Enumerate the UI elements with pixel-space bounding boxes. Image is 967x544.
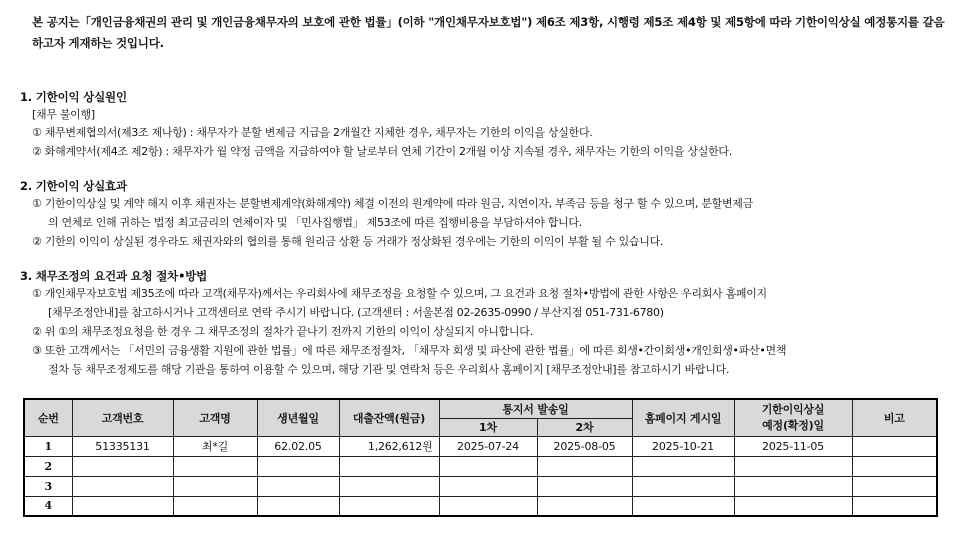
cell-loss-date bbox=[734, 456, 852, 476]
cell-remarks bbox=[852, 456, 937, 476]
cell-birth: 62.02.05 bbox=[257, 436, 339, 456]
cell-seq: 3 bbox=[24, 476, 72, 496]
cell-loan-balance bbox=[339, 496, 439, 516]
cell-remarks bbox=[852, 476, 937, 496]
cell-customer-name bbox=[173, 456, 257, 476]
section-1-line: [채무 불이행] bbox=[32, 108, 95, 121]
cell-homepage bbox=[632, 496, 734, 516]
cell-loan-balance bbox=[339, 456, 439, 476]
cell-second bbox=[537, 496, 632, 516]
cell-customer-name bbox=[173, 496, 257, 516]
header-customer-no: 고객번호 bbox=[72, 399, 173, 436]
cell-customer-name: 최*길 bbox=[173, 436, 257, 456]
cell-second: 2025-08-05 bbox=[537, 436, 632, 456]
cell-birth bbox=[257, 476, 339, 496]
cell-loss-date bbox=[734, 476, 852, 496]
section-3-title: 3. 채무조정의 요건과 요청 절차•방법 bbox=[20, 269, 208, 283]
cell-loan-balance bbox=[339, 476, 439, 496]
cell-first: 2025-07-24 bbox=[439, 436, 537, 456]
header-birth: 생년월일 bbox=[257, 399, 339, 436]
cell-second bbox=[537, 476, 632, 496]
cell-customer-no: 51335131 bbox=[72, 436, 173, 456]
section-2-line: ② 기한의 이익이 상실된 경우라도 채권자와의 협의를 통해 원리금 상환 등 거래가 정상화된 경우에는 기한의 이익이 부활 될 수 있습니다. bbox=[32, 235, 664, 248]
cell-birth bbox=[257, 496, 339, 516]
cell-homepage bbox=[632, 476, 734, 496]
cell-first bbox=[439, 496, 537, 516]
table-row bbox=[24, 436, 937, 456]
cell-homepage bbox=[632, 456, 734, 476]
header-remarks: 비고 bbox=[852, 399, 937, 436]
header-loan-balance: 대출잔액(원금) bbox=[339, 399, 439, 436]
table-row bbox=[24, 496, 937, 516]
header-seq: 순번 bbox=[24, 399, 72, 436]
section-3-line: [채무조정안내]를 참고하시거나 고객센터로 연락 주시기 바랍니다. (고객센터 : 서울본점 02-2635-0990 / 부산지점 051-731-6780) bbox=[48, 306, 664, 319]
section-3-line: ① 개인채무자보호법 제35조에 따라 고객(채무자)께서는 우리회사에 채무조정을 요청할 수 있으며, 그 요건과 요청 절차•방법에 관한 사항은 우리회사 홈페이지 bbox=[32, 287, 767, 300]
cell-customer-name bbox=[173, 476, 257, 496]
cell-homepage: 2025-10-21 bbox=[632, 436, 734, 456]
cell-remarks bbox=[852, 436, 937, 456]
header-first: 1차 bbox=[439, 418, 537, 436]
cell-customer-no bbox=[72, 476, 173, 496]
notice-table bbox=[23, 398, 938, 517]
header-second: 2차 bbox=[537, 418, 632, 436]
cell-second bbox=[537, 456, 632, 476]
section-2-title: 2. 기한이익 상실효과 bbox=[20, 179, 127, 193]
table-row bbox=[24, 456, 937, 476]
section-3-line: ② 위 ①의 채무조정요청을 한 경우 그 채무조정의 절차가 끝나기 전까지 기한의 이익이 상실되지 아니합니다. bbox=[32, 325, 533, 338]
section-1-line: ① 채무변제협의서(제3조 제나항) : 채무자가 분할 변제금 지급을 2개월간 지체한 경우, 채무자는 기한의 이익을 상실한다. bbox=[32, 126, 593, 139]
intro-paragraph: 본 공지는「개인금융채권의 관리 및 개인금융채무자의 보호에 관한 법률」(이하 "개인채무자보호법") 제6조 제3항, 시행령 제5조 제4항 및 제5항에 따라 기한이익상실 예정통지를 갈음하고자 게재하는 것입니다. bbox=[32, 15, 945, 50]
cell-loan-balance: 1,262,612원 bbox=[339, 436, 439, 456]
header-homepage: 홈페이지 게시일 bbox=[632, 399, 734, 436]
section-3-line: 절차 등 채무조정제도를 해당 기관을 통하여 이용할 수 있으며, 해당 기관 및 연락처 등은 우리회사 홈페이지 [채무조정안내]를 참고하시기 바랍니다. bbox=[48, 363, 730, 376]
cell-loss-date: 2025-11-05 bbox=[734, 436, 852, 456]
cell-first bbox=[439, 456, 537, 476]
cell-remarks bbox=[852, 496, 937, 516]
cell-loss-date bbox=[734, 496, 852, 516]
section-1-line: ② 화해계약서(제4조 제2항) : 채무자가 월 약정 금액을 지급하여야 할 날로부터 연체 기간이 2개월 이상 지속될 경우, 채무자는 기한의 이익을 상실한다. bbox=[32, 145, 732, 158]
header-customer-name: 고객명 bbox=[173, 399, 257, 436]
cell-seq: 2 bbox=[24, 456, 72, 476]
header-notice-sent: 통지서 발송일 bbox=[439, 399, 632, 418]
section-2-line: 의 연체로 인해 귀하는 법정 최고금리의 연체이자 및 「민사집행법」 제53조에 따른 집행비용을 부담하셔야 합니다. bbox=[48, 216, 582, 229]
cell-seq: 1 bbox=[24, 436, 72, 456]
cell-first bbox=[439, 476, 537, 496]
cell-birth bbox=[257, 456, 339, 476]
section-1-title: 1. 기한이익 상실원인 bbox=[20, 90, 127, 104]
section-3-line: ③ 또한 고객께서는 「서민의 금융생활 지원에 관한 법률」에 따른 채무조정절차, 「채무자 회생 및 파산에 관한 법률」에 따른 회생•간이회생•개인회생•파산•면책 bbox=[32, 344, 787, 357]
header-loss-date: 기한이익상실 예정(확정)일 bbox=[734, 399, 852, 436]
cell-seq: 4 bbox=[24, 496, 72, 516]
table-row bbox=[24, 476, 937, 496]
section-2-line: ① 기한이익상실 및 계약 해지 이후 채권자는 분할변제계약(화해계약) 체결 이전의 원계약에 따라 원금, 지연이자, 부족금 등을 청구 할 수 있으며, 분할변제금 bbox=[32, 197, 753, 210]
cell-customer-no bbox=[72, 496, 173, 516]
cell-customer-no bbox=[72, 456, 173, 476]
